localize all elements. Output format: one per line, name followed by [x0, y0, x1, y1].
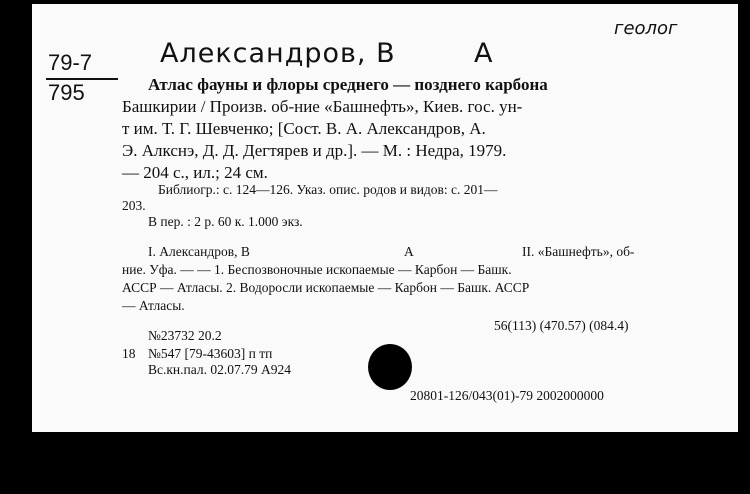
bibliography-line-2: 203. [122, 198, 146, 213]
handwritten-note: геолог [614, 18, 678, 39]
publisher-code: 20801-126/043(01)-79 2002000000 [410, 388, 604, 403]
tracing-author: I. Александров, В [148, 244, 250, 259]
scan-border [0, 432, 750, 494]
tracing-line-4: — Атласы. [122, 298, 185, 313]
tracing-letter: А [404, 244, 414, 259]
tracing-corporate: II. «Башнефть», об- [522, 244, 635, 259]
shelf-mark-top: 79-7 [48, 50, 93, 75]
handwritten-letter: А [474, 38, 493, 69]
catalog-card [32, 4, 738, 432]
title-line-3: т им. Т. Г. Шевченко; [Сост. В. А. Александров, А. [122, 119, 486, 138]
bibliography-line-1: Библиогр.: с. 124—126. Указ. опис. родов и видов: с. 201— [158, 182, 498, 197]
title-line-2: Башкирии / Произв. об-ние «Башнефть», Киев. гос. ун- [122, 97, 523, 116]
tracing-line-2: ние. Уфа. — — 1. Беспозвоночные ископаемые — Карбон — Башк. [122, 262, 512, 277]
order-number: №547 [79-43603] п тп [148, 346, 273, 361]
price-line: В пер. : 2 р. 60 к. 1.000 экз. [148, 214, 303, 229]
card-number: №23732 20.2 [148, 328, 222, 343]
handwritten-author: Александров, В [160, 38, 396, 69]
order-number-prefix: 18 [122, 346, 136, 361]
tracing-line-3: АССР — Атласы. 2. Водоросли ископаемые — Карбон — Башк. АССР [122, 280, 530, 295]
classification-index: 56(113) (470.57) (084.4) [494, 318, 629, 333]
title-line-1: Атлас фауны и флоры среднего — позднего карбона [148, 75, 548, 94]
title-line-5: — 204 с., ил.; 24 см. [122, 163, 268, 182]
book-chamber-line: Вс.кн.пал. 02.07.79 А924 [148, 362, 291, 377]
punch-hole [368, 344, 412, 390]
title-line-4: Э. Алкснэ, Д. Д. Дегтярев и др.]. — М. : Недра, 1979. [122, 141, 507, 160]
shelf-mark-bottom: 795 [48, 80, 85, 105]
